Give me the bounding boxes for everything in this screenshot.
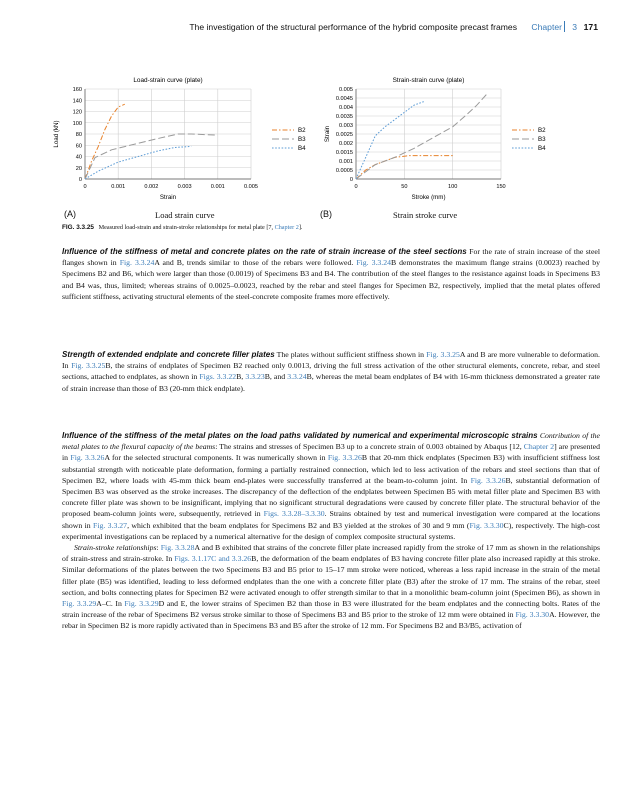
subheading: Strain-stroke relationships (74, 543, 157, 553)
figure-number: FIG. 3.3.25 (62, 224, 94, 231)
y-tick-label: 0.0025 (335, 132, 353, 138)
subheading: Contribution of the metal plates to the flexural capacity of the beams (62, 431, 600, 452)
figure-link[interactable]: Figs. 3.1.17C and 3.3.26 (174, 554, 252, 564)
running-header (0, 22, 625, 38)
x-tick-label: 0.005 (244, 184, 258, 190)
figure-link[interactable]: Fig. 3.3.27 (93, 520, 128, 530)
paragraph-load-paths (62, 430, 600, 632)
x-tick-label: 100 (447, 184, 458, 190)
text: The plates without sufficient stiffness shown in (274, 350, 427, 359)
header-chapter-label: Chapter (531, 22, 562, 32)
y-tick-label: 0.0005 (335, 168, 353, 174)
section-heading: Strength of extended endplate and concrete filler plates (62, 350, 275, 359)
x-tick-label: 0.003 (177, 184, 192, 190)
legend-label-b2: B2 (538, 127, 546, 135)
x-tick-label: 50 (401, 184, 408, 190)
y-tick-label: 120 (72, 109, 82, 116)
text: ] are presented in (62, 442, 600, 463)
text: B, and (264, 372, 288, 382)
y-axis-label: Load (kN) (53, 120, 60, 148)
panel-b-letter: (B) (320, 209, 332, 219)
series-line-b4 (356, 102, 424, 179)
legend-label-b4: B4 (538, 145, 546, 153)
y-tick-label: 0.0035 (335, 114, 353, 120)
figure-link[interactable]: 3.3.23 (245, 372, 265, 382)
text: : (156, 543, 161, 553)
caption-text: Measured load-strain and strain-stroke relationships for metal plate [7, (98, 224, 275, 231)
section-heading: Influence of the stiffness of the metal plates on the load paths validated by numerical and experimental microscopic strains (62, 431, 538, 440)
paragraph-endplate-strength (62, 349, 600, 394)
y-tick-label: 0.002 (339, 141, 353, 147)
figure-link[interactable]: Figs. 3.3.22 (199, 372, 237, 382)
x-tick-label: 0 (354, 184, 358, 190)
y-tick-label: 0.004 (339, 105, 353, 111)
figure-link[interactable]: Fig. 3.3.30 (469, 520, 504, 530)
text: For the rate of strain increase of the steel flanges shown in (62, 247, 600, 268)
text: , which exhibited that the beam endplates for Specimens B2 and B3 yielded at the strokes of 30 and 9 mm ( (127, 520, 470, 530)
panel-a-caption: Load strain curve (155, 210, 215, 220)
figure-link[interactable]: Fig. 3.3.29 (62, 599, 97, 609)
text: B, the deformation of the beam endplates of B3 having concrete filler plate also increased rapidly at this stroke. Similar deformations of the plates between the two Specimens B3 and B5 prior to 15–17 mm stroke were noticed, whereas a less rapid increase in the strain of the metal filler plate (B5) was identified, leading to less deformed endplates than the one with a concrete filler plate (B3) after the stroke of 17 mm. The strains of the rebar, steel section, and bolts connecting plates for Specimen B2 were activated enough to offer strength similar to that in a monolithic beam-column joint (Specimen B6), as shown in (62, 554, 601, 597)
x-tick-label: 0.002 (144, 184, 159, 190)
figure-link[interactable]: Fig. 3.3.28 (160, 543, 195, 553)
panel-b-caption: Strain stroke curve (393, 210, 458, 220)
y-tick-label: 20 (75, 165, 82, 172)
figure-link[interactable]: Fig. 3.3.26 (470, 475, 506, 485)
x-axis-label: Strain (159, 194, 177, 201)
y-tick-label: 140 (72, 98, 82, 105)
figure-link[interactable]: Figs. 3.3.28–3.3.30 (263, 509, 325, 519)
figure-charts (0, 70, 625, 240)
figure-link[interactable]: Fig. 3.3.25 (71, 361, 106, 371)
text: A for the selected structural components. It was numerically shown in (104, 453, 328, 463)
figure-link[interactable]: Fig. 3.3.24 (119, 258, 155, 268)
x-tick-label: 0 (83, 184, 87, 190)
paragraph-stiffness-strain-rate (62, 246, 600, 302)
text: . Strains obtained by test and numerical investigation were compared at the locations shown in (62, 509, 601, 530)
series-line-b4 (85, 146, 191, 179)
panel-a-letter: (A) (64, 209, 76, 219)
header-chapter-number: 3 (572, 22, 577, 32)
text: A and B are more vulnerable to deformation. In (62, 350, 600, 371)
y-tick-label: 60 (75, 143, 82, 150)
legend-label-b4: B4 (298, 145, 306, 153)
legend-label-b3: B3 (538, 136, 546, 144)
figure-link[interactable]: 3.3.24 (287, 372, 307, 382)
header-title: The investigation of the structural performance of the hybrid composite precast frames (189, 22, 517, 32)
text: : The strains and stresses of Specimen B3 up to a concrete strain of 0.003 obtained by Abaqus [12, (215, 442, 524, 452)
chapter-link[interactable]: Chapter 2 (523, 442, 555, 452)
text: B, substantial deformation of Specimen B3 was observed as the stroke increases. The discrepancy of the deflection of the endplates between Specimen B5 with metal filler plate and Specimen B3 with concrete filler plate was shown to be insignificant, implying that no significant structural degradations were caused by concrete filler plate. The structural behavior of the proposed beam-column joints were, subsequently, retrieved in (62, 475, 600, 519)
text: B, the strains of endplates of Specimen B2 reached only 0.0013, driving the full stress activation of the other structural elements, concrete, rebar, and steel sections, attached to endplates, as shown in (62, 361, 600, 382)
y-tick-label: 0.003 (339, 123, 353, 129)
text: B, whereas the metal beam endplates of B4 with 16-mm thickness demonstrated a greater rate of strain increase than those of B3 (20-mm thick endplate). (62, 372, 600, 393)
y-tick-label: 100 (72, 120, 82, 127)
figure-caption (62, 224, 302, 231)
y-axis-label: Strain (324, 125, 331, 143)
legend-label-b2: B2 (298, 127, 306, 135)
figure-link[interactable]: Fig. 3.3.24 (356, 258, 391, 268)
text: B, (236, 372, 246, 382)
caption-end: ]. (298, 224, 303, 231)
x-tick-label: 0.001 (210, 184, 225, 190)
section-heading: Influence of the stiffness of metal and concrete plates on the rate of strain increase of the steel sections (62, 247, 467, 256)
y-tick-label: 80 (75, 132, 82, 138)
y-tick-label: 0 (78, 177, 82, 183)
figure-link[interactable]: Fig. 3.3.30 (515, 610, 550, 620)
chart-title: Load-strain curve (plate) (133, 77, 203, 84)
header-separator (564, 21, 565, 32)
x-tick-label: 0.001 (111, 184, 126, 190)
y-tick-label: 0.005 (339, 87, 353, 93)
text: A and B exhibited that strains of the concrete filler plate increased rapidly from the stroke of 17 mm as shown in the relationships of strain-stress and strain-stroke. In (62, 543, 600, 564)
y-tick-label: 0 (349, 177, 353, 183)
text: A. However, the rebar in Specimen B2 is more rapidly activated than in Specimens B3 and B5 after the stroke of 12 mm. For Specimens B2 and B3/B5, activation of (62, 610, 600, 631)
y-tick-label: 0.001 (339, 159, 353, 165)
caption-link[interactable]: Chapter 2 (274, 224, 299, 231)
y-tick-label: 40 (75, 154, 82, 161)
x-axis-label: Stroke (mm) (411, 194, 446, 201)
figure-link[interactable]: Fig. 3.3.26 (70, 453, 105, 463)
y-tick-label: 160 (72, 87, 82, 93)
y-tick-label: 0.0015 (335, 150, 353, 156)
text: D and E, the lower strains of Specimen B2 than those in B3 were illustrated for the beam endplates and the connecting bolts. Rates of the strain increase of the rebar of Specimens B2 versus stroke similar to those of Specimens B3 and B5 prior to the stroke of 12 mm were obtained in (62, 599, 601, 620)
figure-link[interactable]: Fig. 3.3.26 (327, 453, 362, 463)
legend-label-b3: B3 (298, 136, 306, 144)
x-tick-label: 150 (496, 184, 506, 190)
text: C), respectively. The high-cost experimental investigations can be replaced by a numerical alternative for the design of complex composite structural systems. (62, 520, 600, 541)
text: B demonstrates the maximum flange strains (0.0023) reached by Specimens B2 and B6, which were larger than those (0.0019) of Specimens B3 and B4. The contribution of the steel flanges to the resistance against loads in Specimens B3 and B4 was, thus, limited; whereas strains of 0.0025–0.0023, reached by the rebar and steel flanges for Specimen B2, respectively, implied that the metal plates offered sufficient stiffness, activating structural elements of the steel-concrete composite frames more effectively. (62, 258, 600, 301)
y-tick-label: 0.0045 (335, 96, 353, 102)
figure-link[interactable]: Fig. 3.3.29 (124, 599, 159, 609)
text: A and B, trends similar to those of the rebars were followed. (154, 258, 357, 268)
page-number: 171 (583, 22, 598, 32)
text: A–C. In (96, 599, 125, 609)
text: B that 20-mm thick endplates (Specimen B3) with insufficient stiffness lost substantial strength with noticeable plate deformation, forming a partially restrained connection, which led to less activation of the rebars and steel sections than that of Specimen B2, where loads with 45-mm thick beam end-plates were successfully transferred at the beam-to-column joint. In (62, 453, 601, 485)
chart-title: Strain-strain curve (plate) (392, 77, 465, 84)
figure-link[interactable]: Fig. 3.3.25 (426, 350, 460, 359)
